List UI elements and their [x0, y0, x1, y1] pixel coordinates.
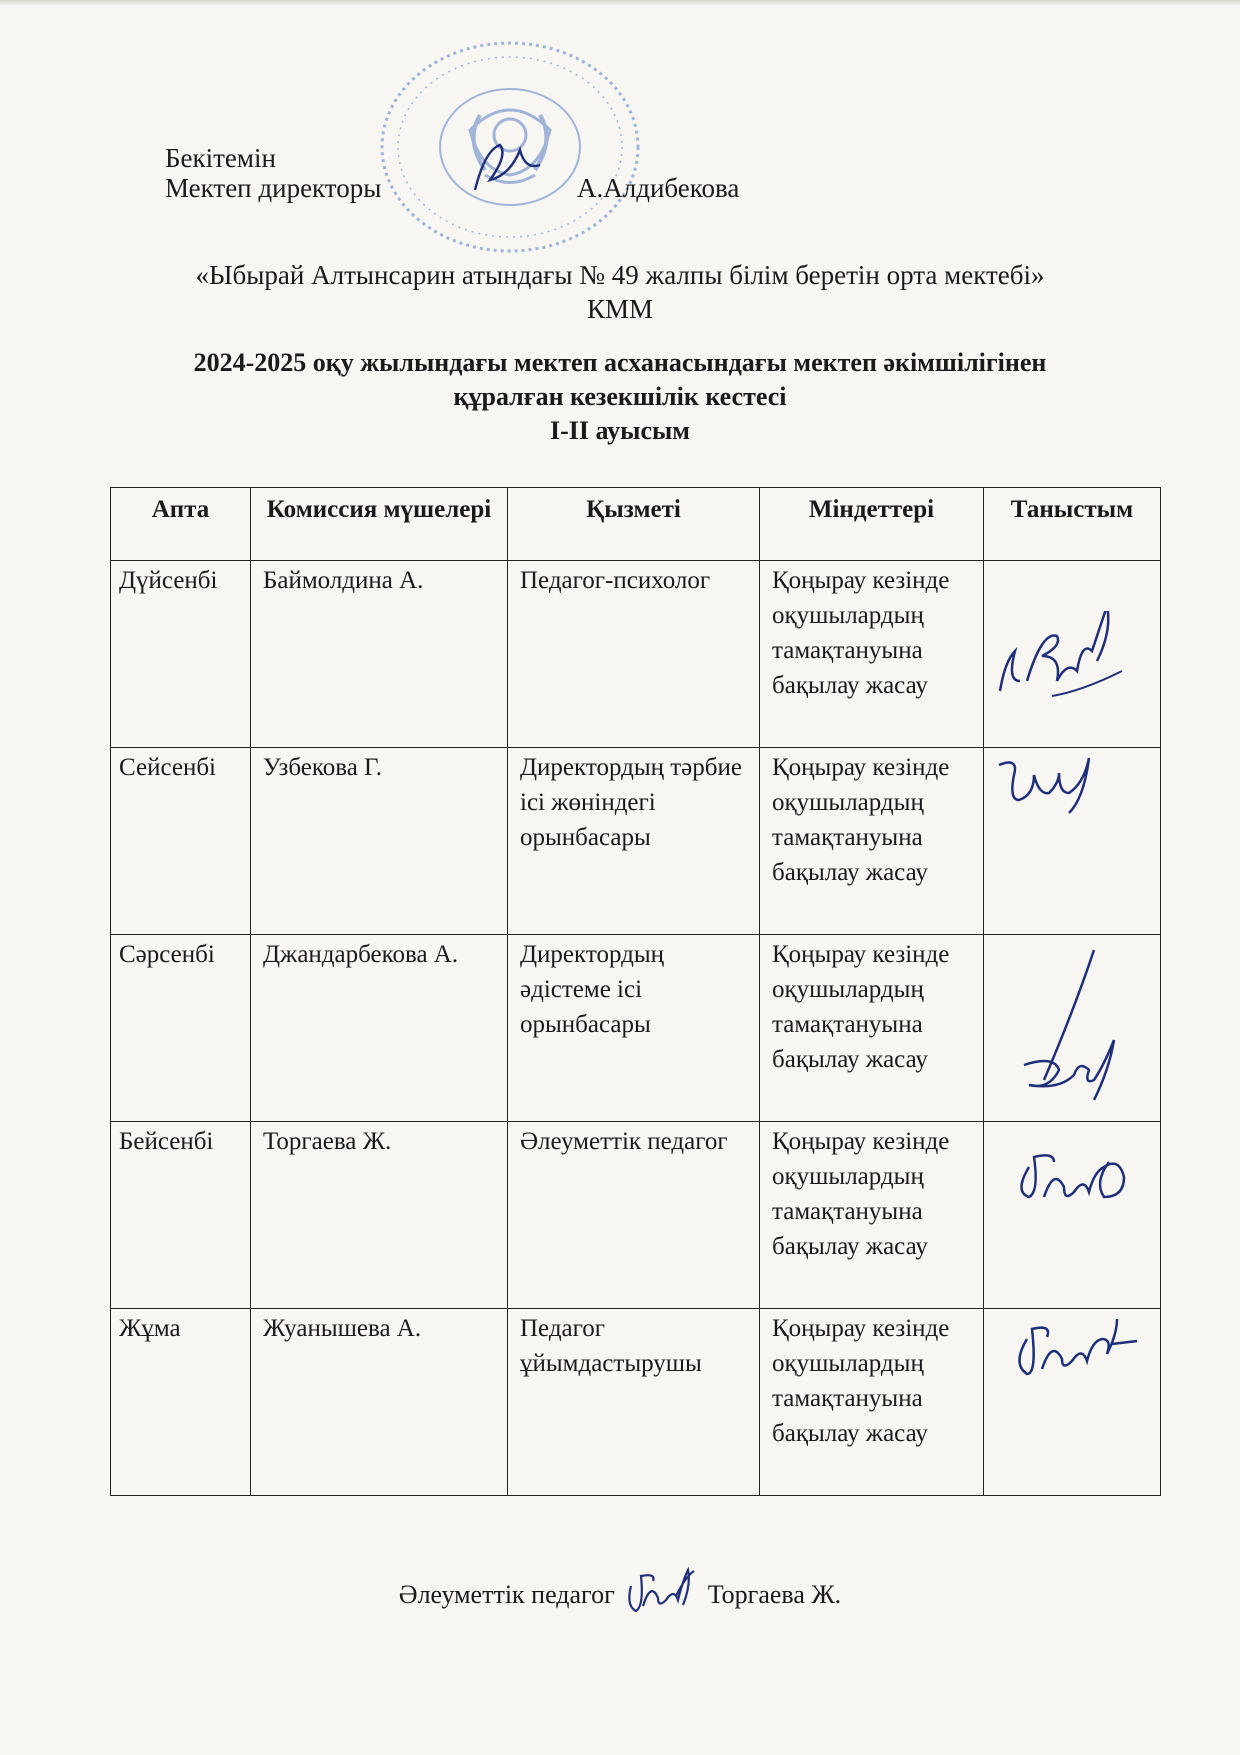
- header-position: Қызметі: [508, 488, 760, 561]
- cell-signature: [984, 935, 1161, 1122]
- footer-signature-image: [621, 1566, 701, 1616]
- cell-position: Директордың әдістеме ісі орынбасары: [508, 935, 760, 1122]
- cell-position: Директордың тәрбие ісі жөніндегі орынбасары: [508, 748, 760, 935]
- header-week: Апта: [111, 488, 251, 561]
- table-row: [111, 748, 1161, 935]
- title-line2: құралған кезекшілік кестесі: [453, 382, 787, 411]
- cell-signature: [984, 561, 1161, 748]
- cell-day: Сейсенбі: [111, 748, 251, 935]
- header-duties: Міндеттері: [760, 488, 984, 561]
- header-members: Комиссия мүшелері: [251, 488, 508, 561]
- document-title: [0, 346, 1240, 448]
- cell-day: Дүйсенбі: [111, 561, 251, 748]
- cell-signature: [984, 748, 1161, 935]
- cell-position: Педагог ұйымдастырушы: [508, 1309, 760, 1496]
- cell-day: Жұма: [111, 1309, 251, 1496]
- cell-member: Джандарбекова А.: [251, 935, 508, 1122]
- director-label: Мектеп директоры: [165, 173, 382, 203]
- cell-day: Сәрсенбі: [111, 935, 251, 1122]
- signature-image: [1004, 945, 1134, 1115]
- cell-member: Узбекова Г.: [251, 748, 508, 935]
- title-line3: I-II ауысым: [549, 416, 691, 445]
- school-name-line2: КММ: [586, 294, 654, 324]
- cell-duty: Қоңырау кезінде оқушылардың тамақтануына бақылау жасау: [760, 935, 984, 1122]
- cell-position: Педагог-психолог: [508, 561, 760, 748]
- signature-image: [1009, 1137, 1139, 1217]
- footer-signature-line: [0, 1578, 1240, 1612]
- director-name: А.Алдибекова: [577, 173, 740, 203]
- signature-image: [989, 753, 1099, 823]
- table-row: [111, 1122, 1161, 1309]
- cell-member: Жуанышева А.: [251, 1309, 508, 1496]
- cell-signature: [984, 1309, 1161, 1496]
- director-signature: [465, 140, 555, 200]
- cell-duty: Қоңырау кезінде оқушылардың тамақтануына бақылау жасау: [760, 561, 984, 748]
- cell-member: Торгаева Ж.: [251, 1122, 508, 1309]
- cell-signature: [984, 1122, 1161, 1309]
- cell-day: Бейсенбі: [111, 1122, 251, 1309]
- footer-name: Торгаева Ж.: [707, 1580, 842, 1609]
- duty-schedule-table: [110, 487, 1160, 1496]
- cell-duty: Қоңырау кезінде оқушылардың тамақтануына бақылау жасау: [760, 1122, 984, 1309]
- page-top-edge: [0, 0, 1240, 6]
- signature-image: [992, 611, 1147, 711]
- approval-label: Бекітемін: [165, 143, 276, 173]
- table-header-row: [111, 488, 1161, 561]
- table-row: [111, 935, 1161, 1122]
- header-acknowledged: Таныстым: [984, 488, 1161, 561]
- cell-duty: Қоңырау кезінде оқушылардың тамақтануына бақылау жасау: [760, 1309, 984, 1496]
- title-line1: 2024-2025 оқу жылындағы мектеп асханасындағы мектеп әкімшілігінен: [193, 348, 1047, 377]
- cell-duty: Қоңырау кезінде оқушылардың тамақтануына бақылау жасау: [760, 748, 984, 935]
- school-name: [0, 258, 1240, 326]
- school-name-line1: «Ыбырай Алтынсарин атындағы № 49 жалпы білім беретін орта мектебі»: [195, 260, 1045, 290]
- cell-position: Әлеуметтік педагог: [508, 1122, 760, 1309]
- cell-member: Баймолдина А.: [251, 561, 508, 748]
- table-row: [111, 561, 1161, 748]
- table-row: [111, 1309, 1161, 1496]
- footer-role: Әлеуметтік педагог: [398, 1580, 615, 1609]
- signature-image: [1002, 1314, 1152, 1394]
